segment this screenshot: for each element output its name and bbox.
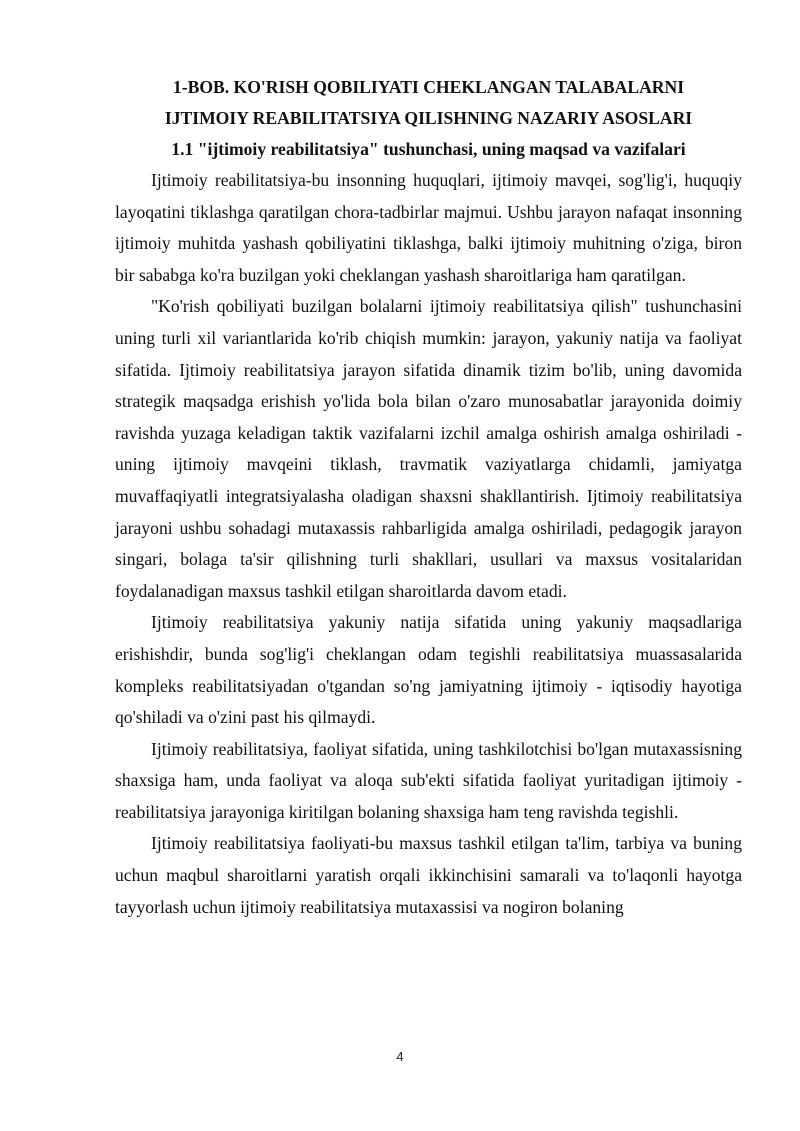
chapter-title-line-2: IJTIMOIY REABILITATSIYA QILISHNING NAZARIY ASOSLARI xyxy=(164,108,693,128)
paragraph-1: Ijtimoiy reabilitatsiya-bu insonning huquqlari, ijtimoiy mavqei, sog'lig'i, huquqiy layoqatini tiklashga qaratilgan chora-tadbirlar majmui. Ushbu jarayon nafaqat insonning ijtimoiy muhitda yashash qobiliyatini tiklashga, balki ijtimoiy muhitning o'ziga, biron bir sababga ko'ra buzilgan yoki cheklangan yashash sharoitlariga ham qaratilgan. xyxy=(115,170,742,285)
section-title: 1.1 "ijtimoiy reabilitatsiya" tushunchasi, uning maqsad va vazifalari xyxy=(171,139,686,159)
paragraph-2: "Ko'rish qobiliyati buzilgan bolalarni ijtimoiy reabilitatsiya qilish" tushunchasini uning turli xil variantlarida ko'rib chiqish mumkin: jarayon, yakuniy natija va faoliyat sifatida. Ijtimoiy reabilitatsiya jarayon sifatida dinamik tizim bo'lib, uning davomida strategik maqsadga erishish yo'lida bola bilan o'zaro munosabatlar jarayonida doimiy ravishda yuzaga keladigan taktik vazifalarni izchil amalga oshirish amalga oshiriladi - uning ijtimoiy mavqeini tiklash, travmatik vaziyatlarga chidamli, jamiyatga muvaffaqiyatli integratsiyalasha oladigan shaxsni shakllantirish. Ijtimoiy reabilitatsiya jarayoni ushbu sohadagi mutaxassis rahbarligida amalga oshiriladi, pedagogik jarayon singari, bolaga ta'sir qilishning turli shakllari, usullari va maxsus vositalaridan foydalanadigan maxsus tashkil etilgan sharoitlarda davom etadi. xyxy=(115,296,742,601)
page-content xyxy=(115,72,742,923)
paragraph-3: Ijtimoiy reabilitatsiya yakuniy natija sifatida uning yakuniy maqsadlariga erishishdir, bunda sog'lig'i cheklangan odam tegishli reabilitatsiya muassasalarida kompleks reabilitatsiyadan o'tgandan so'ng jamiyatning ijtimoiy - iqtisodiy hayotiga qo'shiladi va o'zini past his qilmaydi. xyxy=(115,612,742,728)
chapter-title-line-1: 1-BOB. KO'RISH QOBILIYATI CHEKLANGAN TALABALARNI xyxy=(172,77,685,97)
paragraph-5: Ijtimoiy reabilitatsiya faoliyati-bu maxsus tashkil etilgan ta'lim, tarbiya va buning uchun maqbul sharoitlarni yaratish orqali ikkinchisini samarali va to'laqonli hayotga tayyorlash uchun ijtimoiy reabilitatsiya mutaxassisi va nogiron bolaning xyxy=(115,833,742,917)
paragraph-4: Ijtimoiy reabilitatsiya, faoliyat sifatida, uning tashkilotchisi bo'lgan mutaxassisning shaxsiga ham, unda faoliyat va aloqa sub'ekti sifatida faoliyat yuritadigan ijtimoiy - reabilitatsiya jarayoniga kiritilgan bolaning shaxsiga ham teng ravishda tegishli. xyxy=(115,738,742,822)
page-number: 4 xyxy=(396,1049,404,1064)
